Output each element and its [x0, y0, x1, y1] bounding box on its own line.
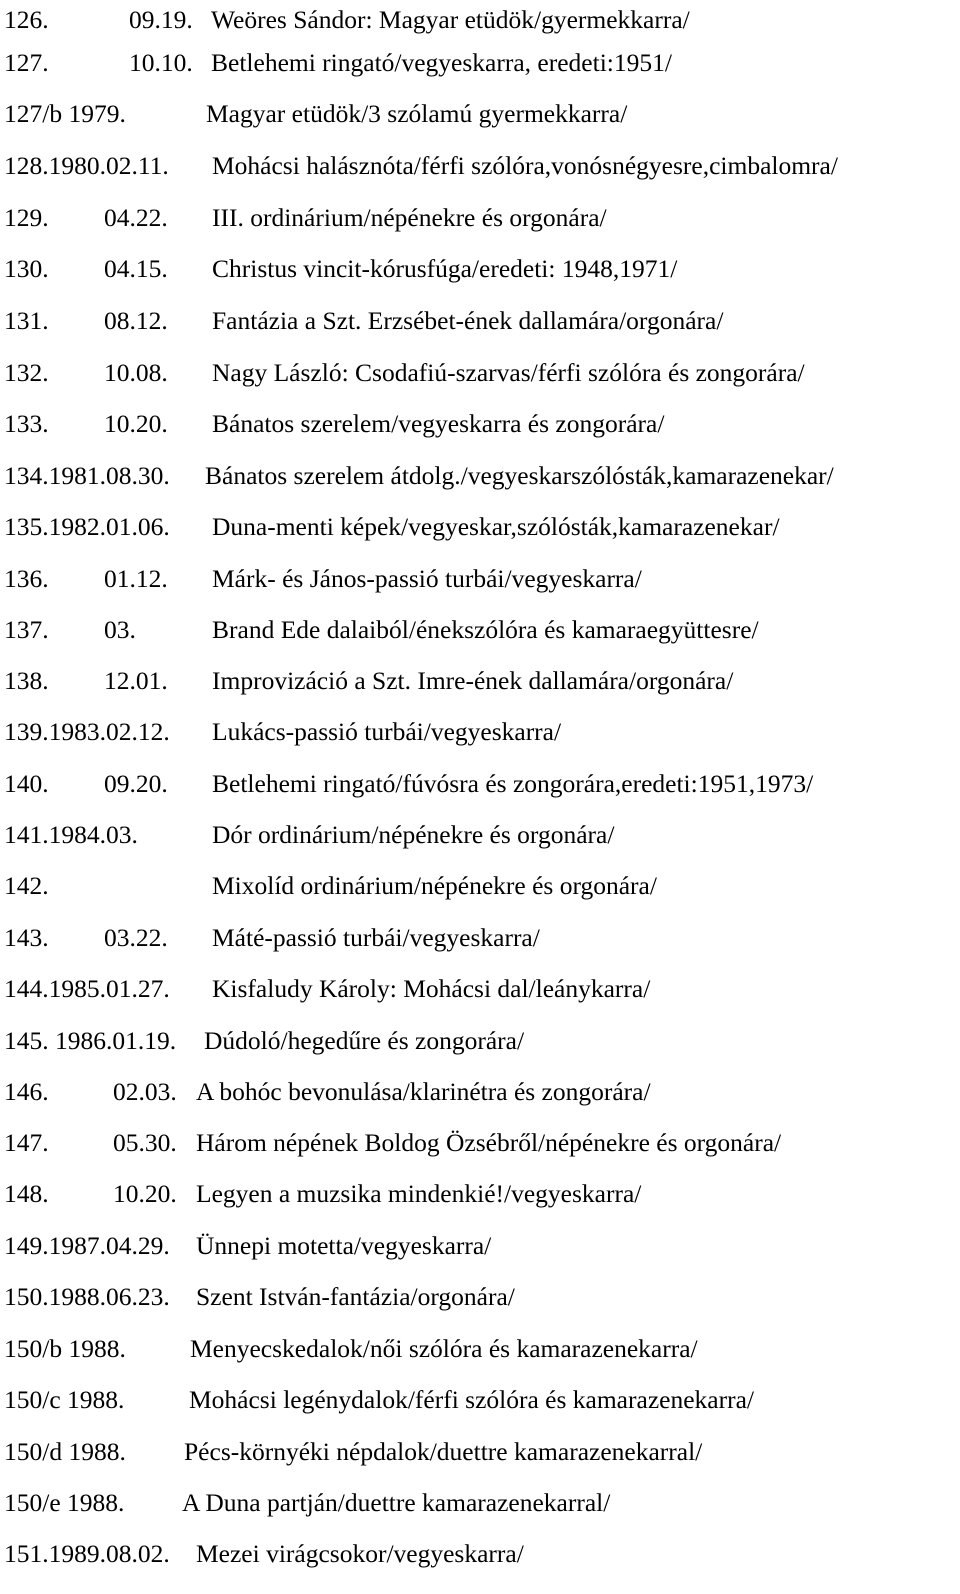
entry-number: 150/d 1988. [4, 1437, 126, 1466]
entry-number: 141.1984.03. [4, 820, 138, 849]
entry-title: A Duna partján/duettre kamarazenekarral/ [182, 1488, 611, 1517]
entry-title: Máté-passió turbái/vegyeskarra/ [212, 923, 540, 952]
entry-title: Mezei virágcsokor/vegyeskarra/ [196, 1539, 524, 1568]
entry-number: 140. [4, 769, 49, 798]
entry-number: 127. [4, 48, 49, 77]
entry-number: 131. [4, 306, 49, 335]
entry-number: 142. [4, 871, 49, 900]
entry-date: 10.20. [104, 409, 168, 438]
entry-number: 150/b 1988. [4, 1334, 126, 1363]
entry-title: Mohácsi halásznóta/férfi szólóra,vonósnégyesre,cimbalomra/ [212, 151, 838, 180]
entry-title: Bánatos szerelem/vegyeskarra és zongorára/ [212, 409, 665, 438]
entry-title: Magyar etüdök/3 szólamú gyermekkarra/ [206, 99, 628, 128]
entry-title: Weöres Sándor: Magyar etüdök/gyermekkarra/ [211, 5, 690, 34]
entry-title: Improvizáció a Szt. Imre-ének dallamára/orgonára/ [212, 666, 734, 695]
entry-title: III. ordinárium/népénekre és orgonára/ [212, 203, 607, 232]
entry-date: 09.19. [129, 5, 193, 34]
entry-date: 03.22. [104, 923, 168, 952]
entry-number: 149.1987.04.29. [4, 1231, 170, 1260]
entry-number: 150.1988.06.23. [4, 1282, 170, 1311]
entry-date: 01.12. [104, 564, 168, 593]
entry-title: Fantázia a Szt. Erzsébet-ének dallamára/orgonára/ [212, 306, 724, 335]
entry-title: Három népének Boldog Özsébről/népénekre és orgonára/ [196, 1128, 782, 1157]
entry-number: 150/c 1988. [4, 1385, 125, 1414]
entry-number: 136. [4, 564, 49, 593]
entry-number: 150/e 1988. [4, 1488, 125, 1517]
entry-date: 10.08. [104, 358, 168, 387]
entry-title: Christus vincit-kórusfúga/eredeti: 1948,1971/ [212, 254, 678, 283]
entry-date: 09.20. [104, 769, 168, 798]
entry-date: 12.01. [104, 666, 168, 695]
entry-title: Mixolíd ordinárium/népénekre és orgonára/ [212, 871, 657, 900]
entry-title: Duna-menti képek/vegyeskar,szólósták,kamarazenekar/ [212, 512, 780, 541]
entry-number: 132. [4, 358, 49, 387]
entry-number: 148. [4, 1179, 49, 1208]
entry-number: 127/b 1979. [4, 99, 126, 128]
entry-number: 144.1985.01.27. [4, 974, 170, 1003]
entry-number: 129. [4, 203, 49, 232]
entry-date: 05.30. [113, 1128, 177, 1157]
entry-number: 130. [4, 254, 49, 283]
entry-number: 147. [4, 1128, 49, 1157]
entry-number: 126. [4, 5, 49, 34]
entry-date: 02.03. [113, 1077, 177, 1106]
entry-number: 145. 1986.01.19. [4, 1026, 177, 1055]
entry-title: Márk- és János-passió turbái/vegyeskarra/ [212, 564, 642, 593]
entry-number: 133. [4, 409, 49, 438]
entry-title: Ünnepi motetta/vegyeskarra/ [196, 1231, 492, 1260]
entry-title: Lukács-passió turbái/vegyeskarra/ [212, 717, 562, 746]
entry-title: Dúdoló/hegedűre és zongorára/ [204, 1026, 525, 1055]
entry-title: Mohácsi legénydalok/férfi szólóra és kamarazenekarra/ [189, 1385, 754, 1414]
entry-title: Pécs-környéki népdalok/duettre kamarazenekarral/ [184, 1437, 703, 1466]
entry-title: A bohóc bevonulása/klarinétra és zongorára/ [196, 1077, 651, 1106]
entry-number: 151.1989.08.02. [4, 1539, 170, 1568]
entry-title: Legyen a muzsika mindenkié!/vegyeskarra/ [196, 1179, 642, 1208]
entry-title: Betlehemi ringató/fúvósra és zongorára,eredeti:1951,1973/ [212, 769, 814, 798]
entry-date: 10.20. [113, 1179, 177, 1208]
entry-date: 04.22. [104, 203, 168, 232]
entry-title: Betlehemi ringató/vegyeskarra, eredeti:1951/ [211, 48, 672, 77]
entry-number: 143. [4, 923, 49, 952]
entry-title: Bánatos szerelem átdolg./vegyeskarszólósták,kamarazenekar/ [205, 461, 834, 490]
entry-number: 139.1983.02.12. [4, 717, 170, 746]
entry-title: Kisfaludy Károly: Mohácsi dal/leánykarra/ [212, 974, 651, 1003]
entry-date: 04.15. [104, 254, 168, 283]
entry-number: 134.1981.08.30. [4, 461, 170, 490]
entry-date: 03. [104, 615, 136, 644]
entry-title: Szent István-fantázia/orgonára/ [196, 1282, 515, 1311]
entry-title: Dór ordinárium/népénekre és orgonára/ [212, 820, 615, 849]
entry-date: 08.12. [104, 306, 168, 335]
entry-title: Menyecskedalok/női szólóra és kamarazenekarra/ [190, 1334, 698, 1363]
entry-number: 146. [4, 1077, 49, 1106]
entry-title: Nagy László: Csodafiú-szarvas/férfi szólóra és zongorára/ [212, 358, 805, 387]
entry-number: 138. [4, 666, 49, 695]
entry-title: Brand Ede dalaiból/énekszólóra és kamaraegyüttesre/ [212, 615, 759, 644]
entry-number: 128.1980.02.11. [4, 151, 169, 180]
entry-date: 10.10. [129, 48, 193, 77]
entry-number: 135.1982.01.06. [4, 512, 170, 541]
entry-number: 137. [4, 615, 49, 644]
